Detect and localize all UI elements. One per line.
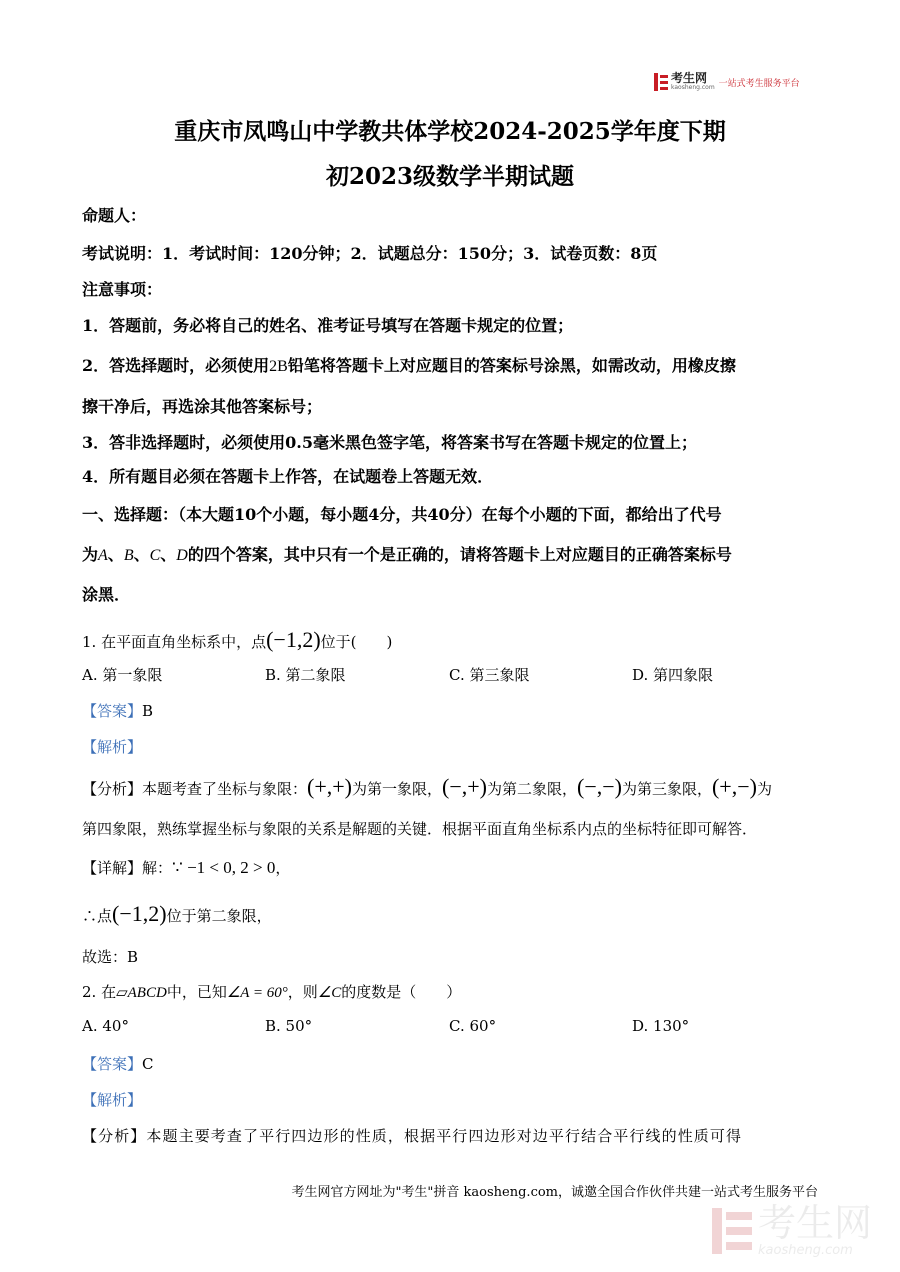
title-line-2: 初2023级数学半期试题: [325, 163, 574, 190]
q2-analysis-label: 【解析】: [82, 1091, 143, 1109]
q1-quadrant-mp-text: 为第二象限，: [486, 780, 577, 798]
title-line-1: 重庆市凤鸣山中学教共体学校2024-2025学年度下期: [174, 118, 726, 145]
q1-option-a: A. 第一象限: [82, 666, 163, 684]
q1-option-c: C. 第三象限: [449, 666, 530, 684]
q1-quadrant-mm: (−,−): [577, 774, 622, 799]
q1-choose: 故选：B: [82, 948, 139, 966]
notice-1: 1．答题前，务必将自己的姓名、准考证号填写在答题卡规定的位置；: [82, 316, 574, 335]
notice-title: 注意事项：: [82, 280, 163, 299]
sep-3: 、: [160, 545, 177, 564]
section-1-line-2: [82, 542, 732, 565]
q1-therefore-b: 位于第二象限，: [166, 907, 272, 925]
watermark-logo: [712, 1203, 872, 1258]
letter-c: C: [149, 547, 161, 564]
q2-stem: [82, 981, 461, 1002]
q2-stem-mid: 中，已知: [166, 983, 227, 1001]
q1-point: (−1,2): [266, 627, 321, 652]
q2-answer-label: 【答案】: [82, 1055, 143, 1073]
q1-stem: [82, 627, 392, 653]
q2-option-b: B. 50°: [265, 1017, 313, 1035]
q2-option-c: C. 60°: [449, 1017, 497, 1035]
q1-detail: [82, 857, 290, 878]
exam-info: 考试说明：1．考试时间：120分钟；2．试题总分：150分；3．试卷页数：8页: [82, 244, 658, 263]
section-1-prefix: 为: [82, 545, 99, 564]
watermark-domain: kaosheng.com: [758, 1243, 853, 1258]
q1-quadrant-pp: (+,+): [307, 774, 352, 799]
notice-2-text-b: 铅笔将答题卡上对应题目的答案标号涂黑，如需改动，用橡皮擦: [287, 356, 736, 375]
q1-therefore: [82, 901, 272, 927]
notice-3: 3．答非选择题时，必须使用0.5毫米黑色签字笔，将答案书写在答题卡规定的位置上；: [82, 433, 697, 452]
notice-2-pencil: 2B: [269, 358, 288, 375]
notice-4: 4．所有题目必须在答题卡上作答，在试题卷上答题无效．: [82, 467, 494, 486]
q1-detail-label: 【详解】: [82, 859, 143, 877]
q2-stem-post: 的度数是（ ）: [341, 983, 462, 1001]
q2-answer: [82, 1053, 154, 1074]
q2-angle-a: ∠A = 60°: [226, 985, 288, 1001]
section-1-suffix: 的四个答案，其中只有一个是正确的，请将答题卡上对应题目的正确答案标号: [187, 545, 732, 564]
q1-answer-value: B: [142, 702, 154, 720]
q1-therefore-a: ∴点: [82, 907, 113, 925]
section-1-line-3: 涂黑．: [82, 585, 131, 604]
notice-2: [82, 353, 736, 376]
q2-fenxi-text: 本题主要考查了平行四边形的性质，根据平行四边形对边平行结合平行线的性质可得: [146, 1127, 743, 1145]
logo-domain: kaosheng.com: [671, 84, 715, 91]
q1-fenxi-a: 本题考查了坐标与象限：: [142, 780, 308, 798]
footer-text: 考生网官方网址为"考生"拼音 kaosheng.com，诚邀全国合作伙伴共建一站式考生服务平台: [291, 1185, 818, 1200]
logo-slogan: 一站式考生服务平台: [718, 78, 800, 89]
q1-stem-post: 位于( ): [320, 633, 393, 651]
sep-1: 、: [107, 545, 124, 564]
q1-detail-comma: ，: [275, 859, 291, 877]
q1-detail-text: 解：: [142, 859, 173, 877]
q1-quadrant-pm-text: 为: [756, 780, 772, 798]
q2-option-a: A. 40°: [82, 1017, 129, 1035]
q1-therefore-point: (−1,2): [112, 901, 167, 926]
q1-fenxi-cont: 第四象限，熟练掌握坐标与象限的关系是解题的关键．根据平面直角坐标系内点的坐标特征即可解答．: [82, 820, 758, 838]
q1-stem-pre: 1. 在平面直角坐标系中，点: [82, 633, 267, 651]
header-logo: [654, 73, 800, 91]
q2-angle-c: ∠C: [317, 985, 342, 1001]
q1-quadrant-pm: (+,−): [711, 774, 757, 799]
q1-answer: [82, 700, 153, 721]
q2-fenxi: [82, 1125, 742, 1146]
q2-stem-mid2: ，则: [287, 983, 318, 1001]
letter-a: A: [98, 547, 108, 564]
parallelogram-icon: ▱: [116, 983, 128, 1001]
q2-fenxi-label: 【分析】: [82, 1127, 147, 1145]
q1-option-d: D. 第四象限: [632, 666, 714, 684]
q1-quadrant-mp: (−,+): [442, 774, 487, 799]
logo-mark-icon: [654, 73, 668, 91]
q1-fenxi: [82, 774, 772, 800]
notice-2-text-a: 2．答选择题时，必须使用: [82, 356, 270, 375]
notice-2-cont: 擦干净后，再选涂其他答案标号；: [82, 397, 323, 416]
q2-abcd: ABCD: [127, 985, 167, 1001]
q1-option-b: B. 第二象限: [265, 666, 346, 684]
q2-answer-value: C: [142, 1055, 154, 1073]
q1-analysis-label: 【解析】: [82, 738, 143, 756]
q1-quadrant-pp-text: 为第一象限，: [352, 780, 443, 798]
q2-stem-pre: 2. 在: [82, 983, 117, 1001]
q1-answer-label: 【答案】: [82, 702, 143, 720]
watermark-name: 考生网: [758, 1201, 873, 1245]
q1-fenxi-label: 【分析】: [82, 780, 143, 798]
sep-2: 、: [133, 545, 150, 564]
q1-quadrant-mm-text: 为第三象限，: [621, 780, 712, 798]
watermark-mark-icon: [712, 1208, 752, 1254]
logo-name: 考生网: [671, 71, 708, 85]
author-line: 命题人：: [82, 206, 147, 225]
letter-b: B: [123, 547, 134, 564]
letter-d: D: [176, 547, 188, 564]
q2-option-d: D. 130°: [632, 1017, 690, 1035]
q1-detail-math: ∵ −1 < 0, 2 > 0: [172, 858, 276, 877]
section-1-line-1: 一、选择题：（本大题10个小题，每小题4分，共40分）在每个小题的下面，都给出了代号: [82, 505, 722, 524]
